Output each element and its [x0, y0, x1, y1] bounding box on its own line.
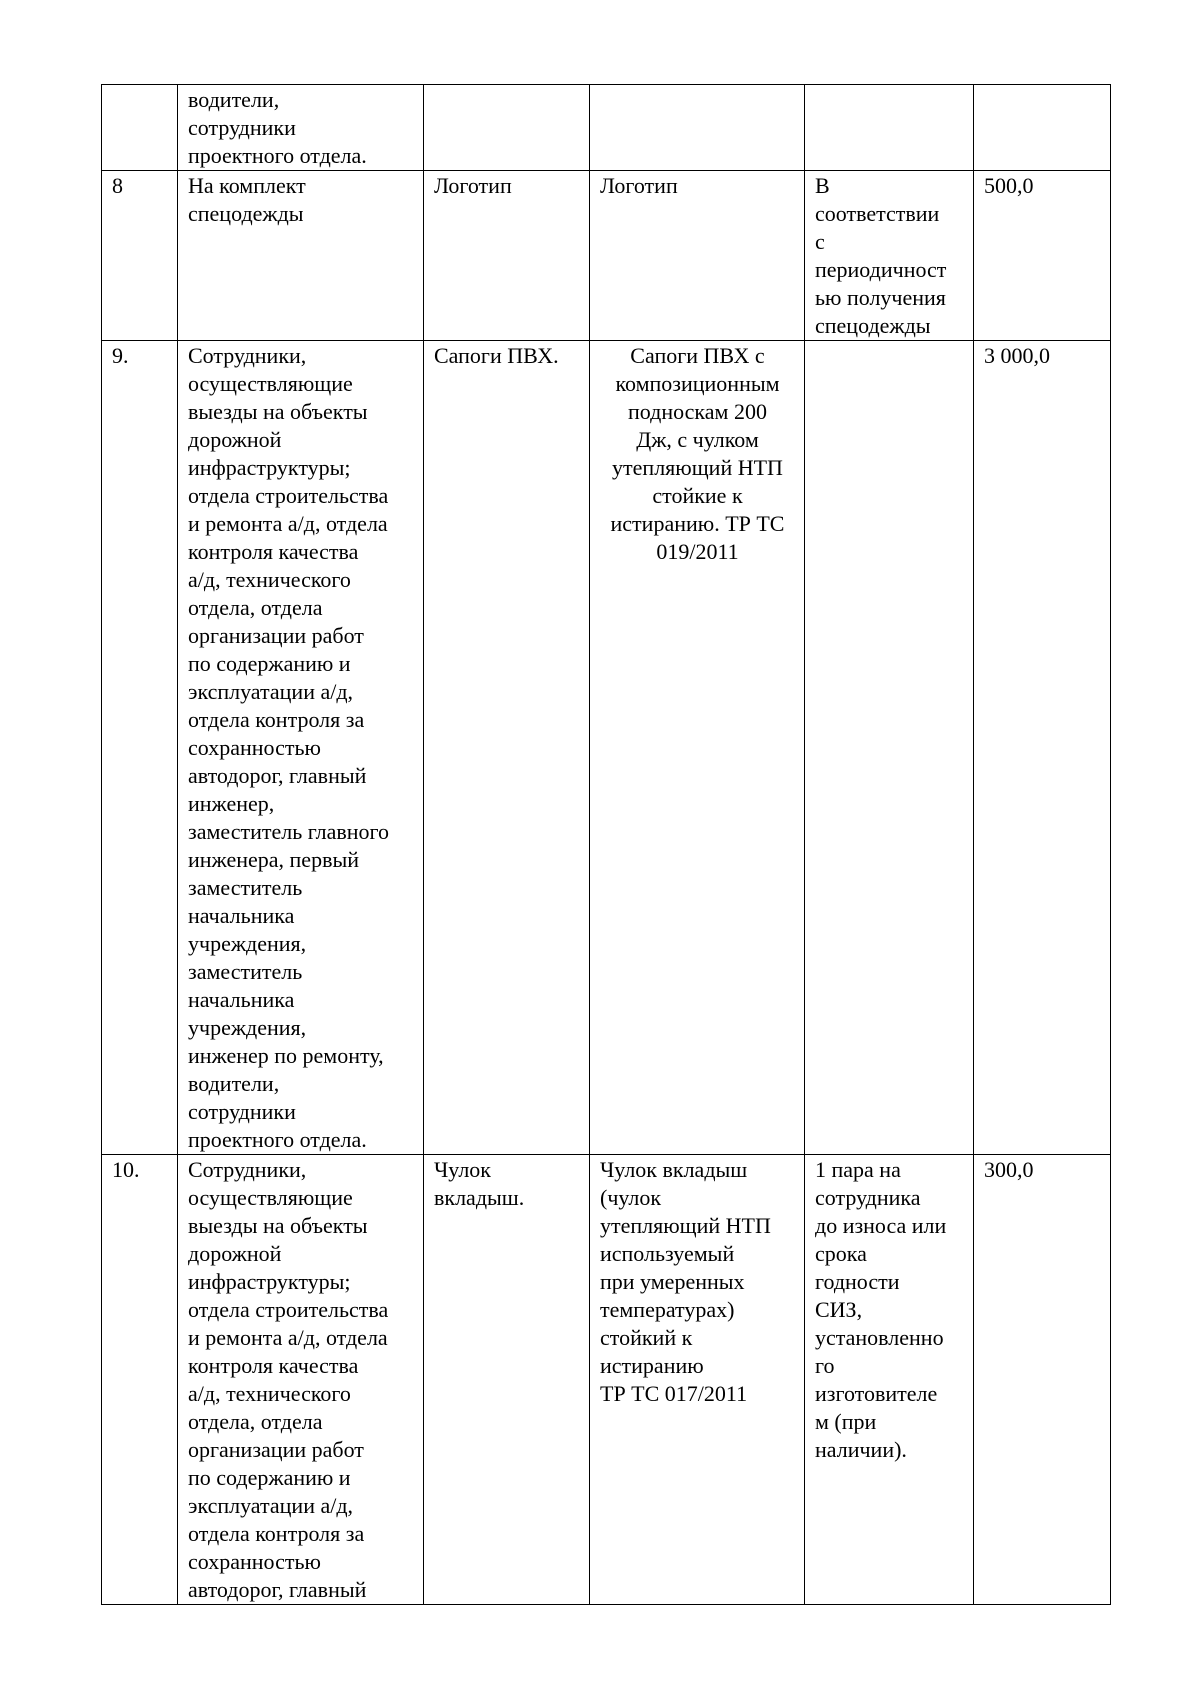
table-row — [102, 85, 1111, 171]
row-number-cell: 9. — [102, 341, 178, 1155]
workers-cell: водители, сотрудники проектного отдела. — [178, 85, 424, 171]
specification-cell: Логотип — [590, 171, 805, 341]
workers-cell: Сотрудники, осуществляющие выезды на объекты дорожной инфраструктуры; отдела строительства и ремонта а/д, отдела контроля качества а/д, технического отдела, отдела организации работ по содержанию и эксплуатации а/д, отдела контроля за сохранностью автодорог, главный инженер, заместитель главного инженера, первый заместитель начальника учреждения, заместитель начальника учреждения, инженер по ремонту, водители, сотрудники проектного отдела. — [178, 341, 424, 1155]
workers-cell: Сотрудники, осуществляющие выезды на объекты дорожной инфраструктуры; отдела строительства и ремонта а/д, отдела контроля качества а/д, технического отдела, отдела организации работ по содержанию и эксплуатации а/д, отдела контроля за сохранностью автодорог, главный — [178, 1155, 424, 1605]
table-row — [102, 1155, 1111, 1605]
price-cell — [974, 85, 1111, 171]
item-cell: Чулок вкладыш. — [424, 1155, 590, 1605]
issue-norm-cell: В соответствии с периодичност ью получения спецодежды — [805, 171, 974, 341]
price-cell: 300,0 — [974, 1155, 1111, 1605]
row-number-cell: 8 — [102, 171, 178, 341]
item-cell: Сапоги ПВХ. — [424, 341, 590, 1155]
ppe-norms-table — [101, 84, 1111, 1605]
issue-norm-cell — [805, 85, 974, 171]
item-cell — [424, 85, 590, 171]
row-number-cell: 10. — [102, 1155, 178, 1605]
price-cell: 500,0 — [974, 171, 1111, 341]
item-cell: Логотип — [424, 171, 590, 341]
specification-cell: Сапоги ПВХ с композиционным подноскам 200 Дж, с чулком утепляющий НТП стойкие к истиранию. ТР ТС 019/2011 — [590, 341, 805, 1155]
specification-cell — [590, 85, 805, 171]
table-row — [102, 171, 1111, 341]
workers-cell: На комплект спецодежды — [178, 171, 424, 341]
table-row — [102, 341, 1111, 1155]
issue-norm-cell — [805, 341, 974, 1155]
price-cell: 3 000,0 — [974, 341, 1111, 1155]
issue-norm-cell: 1 пара на сотрудника до износа или срока годности СИЗ, установленно го изготовителе м (при наличии). — [805, 1155, 974, 1605]
row-number-cell — [102, 85, 178, 171]
specification-cell: Чулок вкладыш (чулок утепляющий НТП используемый при умеренных температурах) стойкий к истиранию ТР ТС 017/2011 — [590, 1155, 805, 1605]
